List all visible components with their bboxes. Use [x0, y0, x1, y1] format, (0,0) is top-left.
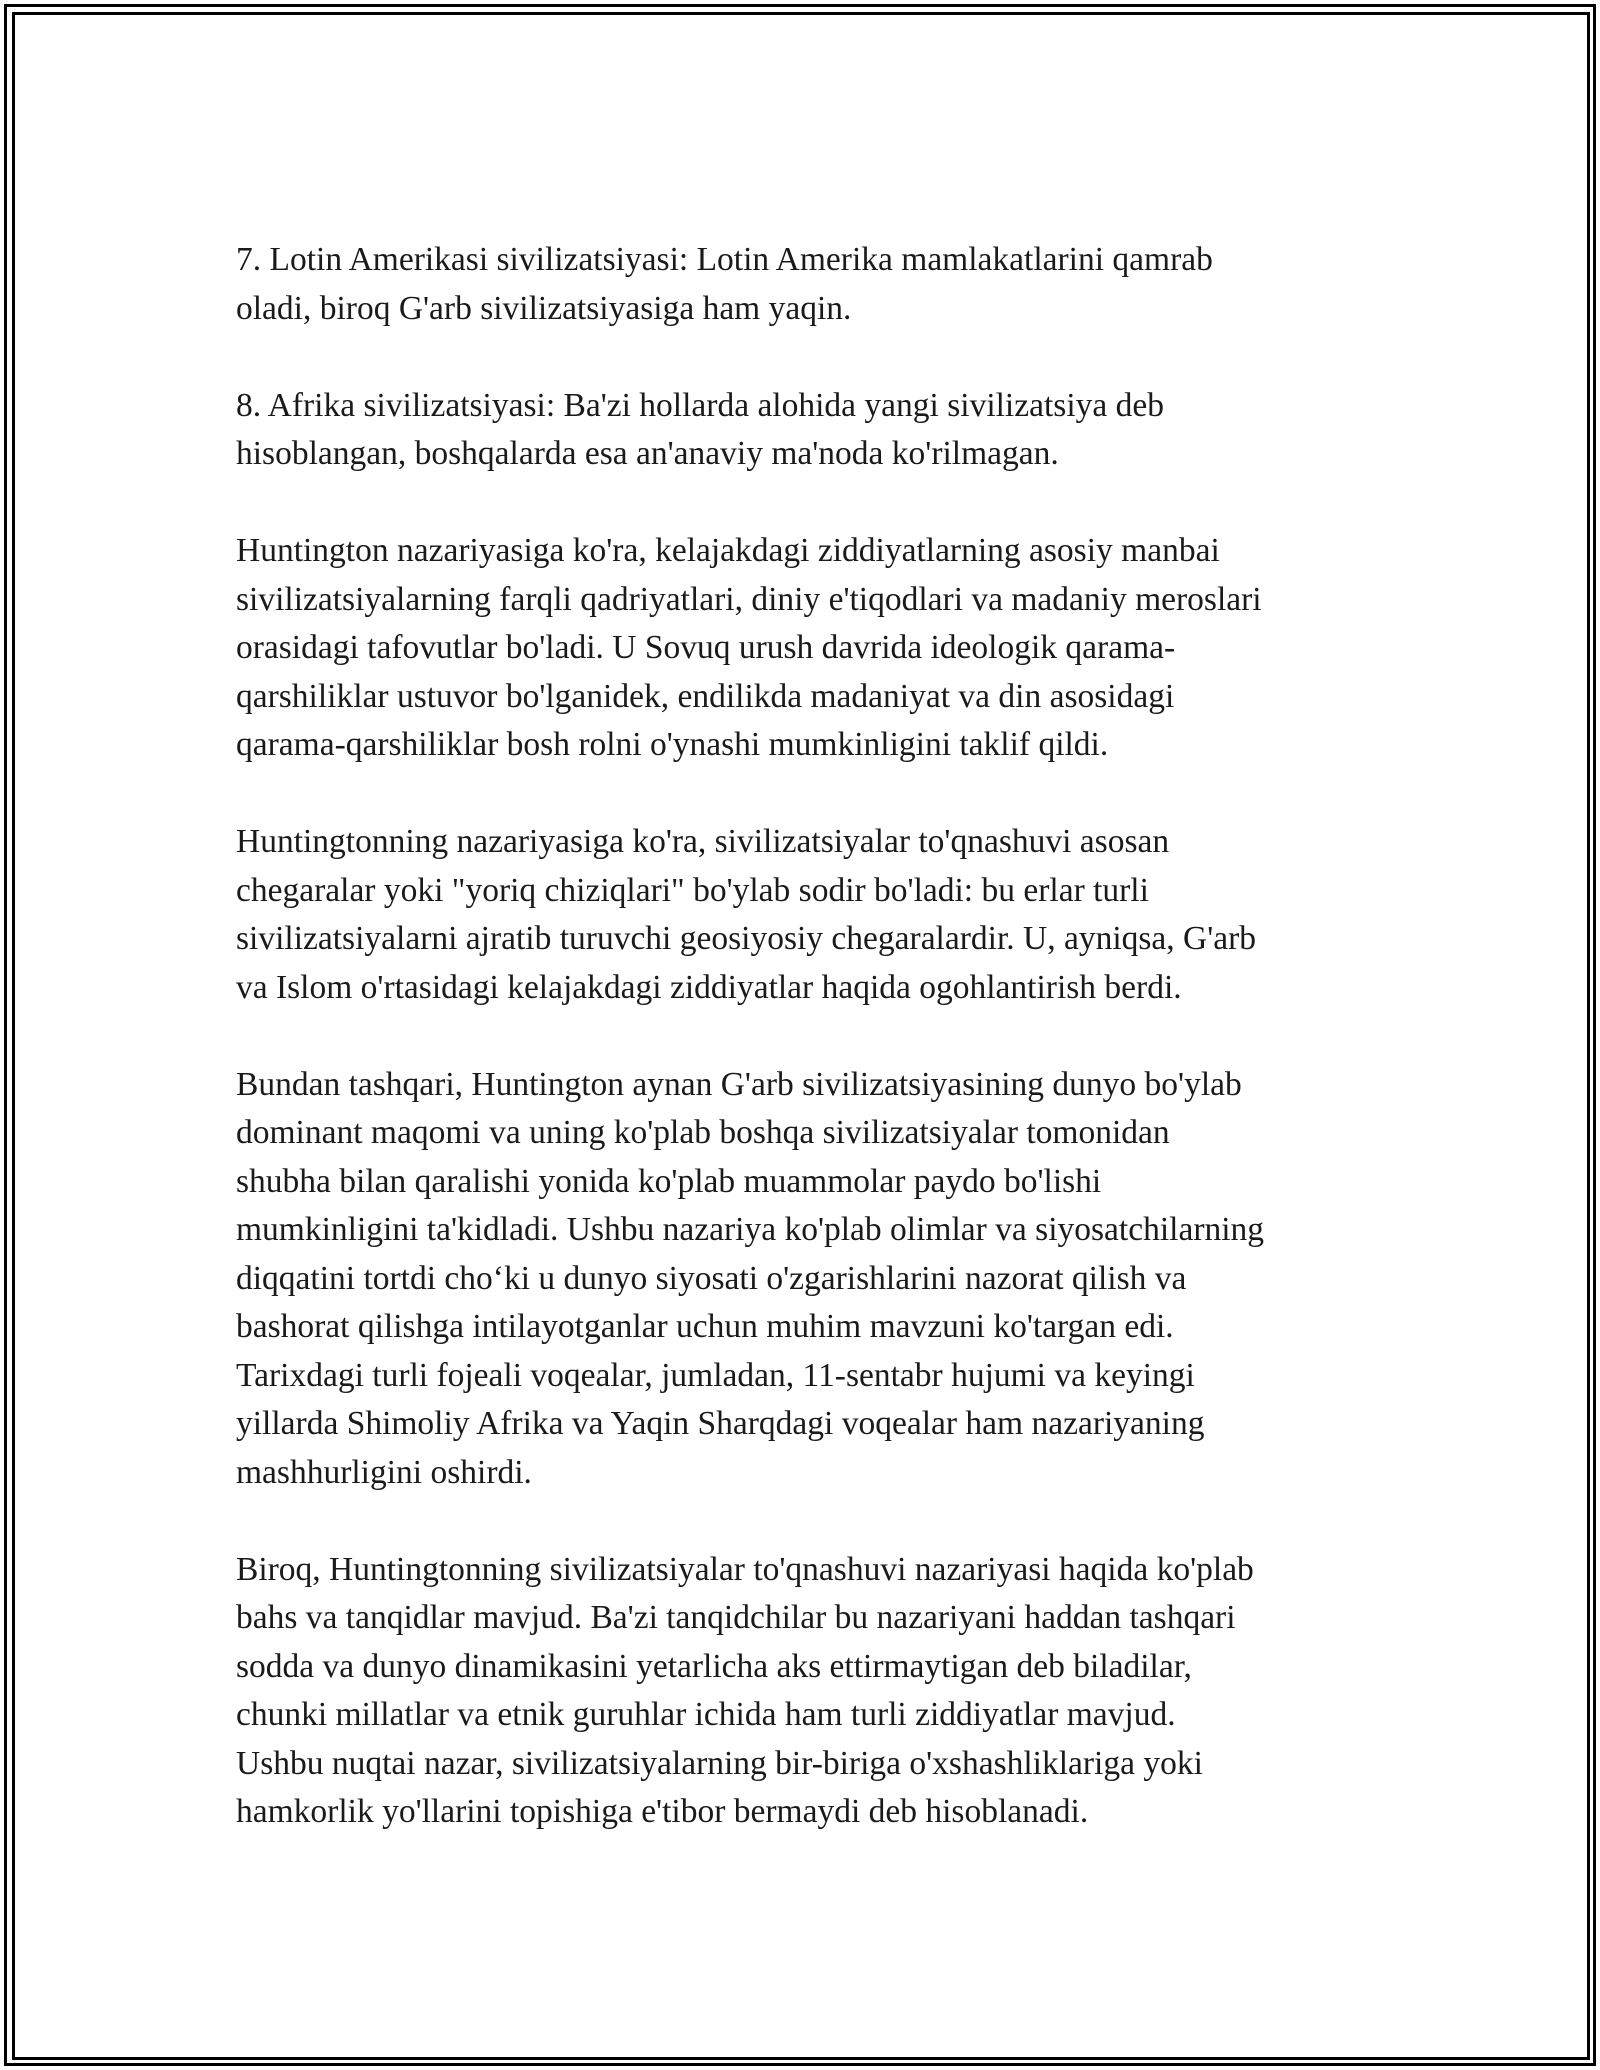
paragraph-huntington-theory: Huntington nazariyasiga ko'ra, kelajakdagi ziddiyatlarning asosiy manbai sivilizatsiyalarning farqli qadriyatlari, diniy e'tiqodlari va madaniy meroslari orasidagi tafovutlar bo'ladi. U Sovuq urush davrida ideologik qarama- qarshiliklar ustuvor bo'lganidek, endilikda madaniyat va din asosidagi qarama-qarshiliklar bosh rolni o'ynashi mumkinligini taklif qildi. — [236, 532, 1262, 763]
list-item-latin-america: 7. Lotin Amerikasi sivilizatsiyasi: Lotin Amerika mamlakatlarini qamrab oladi, biroq G'arb sivilizatsiyasiga ham yaqin. — [236, 241, 1213, 327]
list-item-africa: 8. Afrika sivilizatsiyasi: Ba'zi hollarda alohida yangi sivilizatsiya deb hisoblangan, boshqalarda esa an'anaviy ma'noda ko'rilmagan. — [236, 386, 1164, 472]
document-body — [236, 236, 1406, 1885]
paragraph-criticism: Biroq, Huntingtonning sivilizatsiyalar to'qnashuvi nazariyasi haqida ko'plab bahs va tanqidlar mavjud. Ba'zi tanqidchilar bu nazariyani haddan tashqari sodda va dunyo dinamikasini yetarlicha aks ettirmaytigan deb biladilar, chunki millatlar va etnik guruhlar ichida ham turli ziddiyatlar mavjud. Ushbu nuqtai nazar, sivilizatsiyalarning bir-biriga o'xshashliklariga yoki hamkorlik yo'llarini topishiga e'tibor bermaydi deb hisoblanadi. — [236, 1550, 1254, 1830]
paragraph-fault-lines: Huntingtonning nazariyasiga ko'ra, sivilizatsiyalar to'qnashuvi asosan chegaralar yoki "yoriq chiziqlari" bo'ylab sodir bo'ladi: bu erlar turli sivilizatsiyalarni ajratib turuvchi geosiyosiy chegaralardir. U, ayniqsa, G'arb va Islom o'rtasidagi kelajakdagi ziddiyatlar haqida ogohlantirish berdi. — [236, 823, 1257, 1006]
paragraph-western-dominance: Bundan tashqari, Huntington aynan G'arb sivilizatsiyasining dunyo bo'ylab dominant maqomi va uning ko'plab boshqa sivilizatsiyalar tomonidan shubha bilan qaralishi yonida ko'plab muammolar paydo bo'lishi mumkinligini ta'kidladi. Ushbu nazariya ko'plab olimlar va siyosatchilarning diqqatini tortdi cho‘ki u dunyo siyosati o'zgarishlarini nazorat qilish va bashorat qilishga intilayotganlar uchun muhim mavzuni ko'targan edi. Tarixdagi turli fojeali voqealar, jumladan, 11-sentabr hujumi va keyingi yillarda Shimoliy Afrika va Yaqin Sharqdagi voqealar ham nazariyaning mashhurligini oshirdi. — [236, 1065, 1265, 1491]
